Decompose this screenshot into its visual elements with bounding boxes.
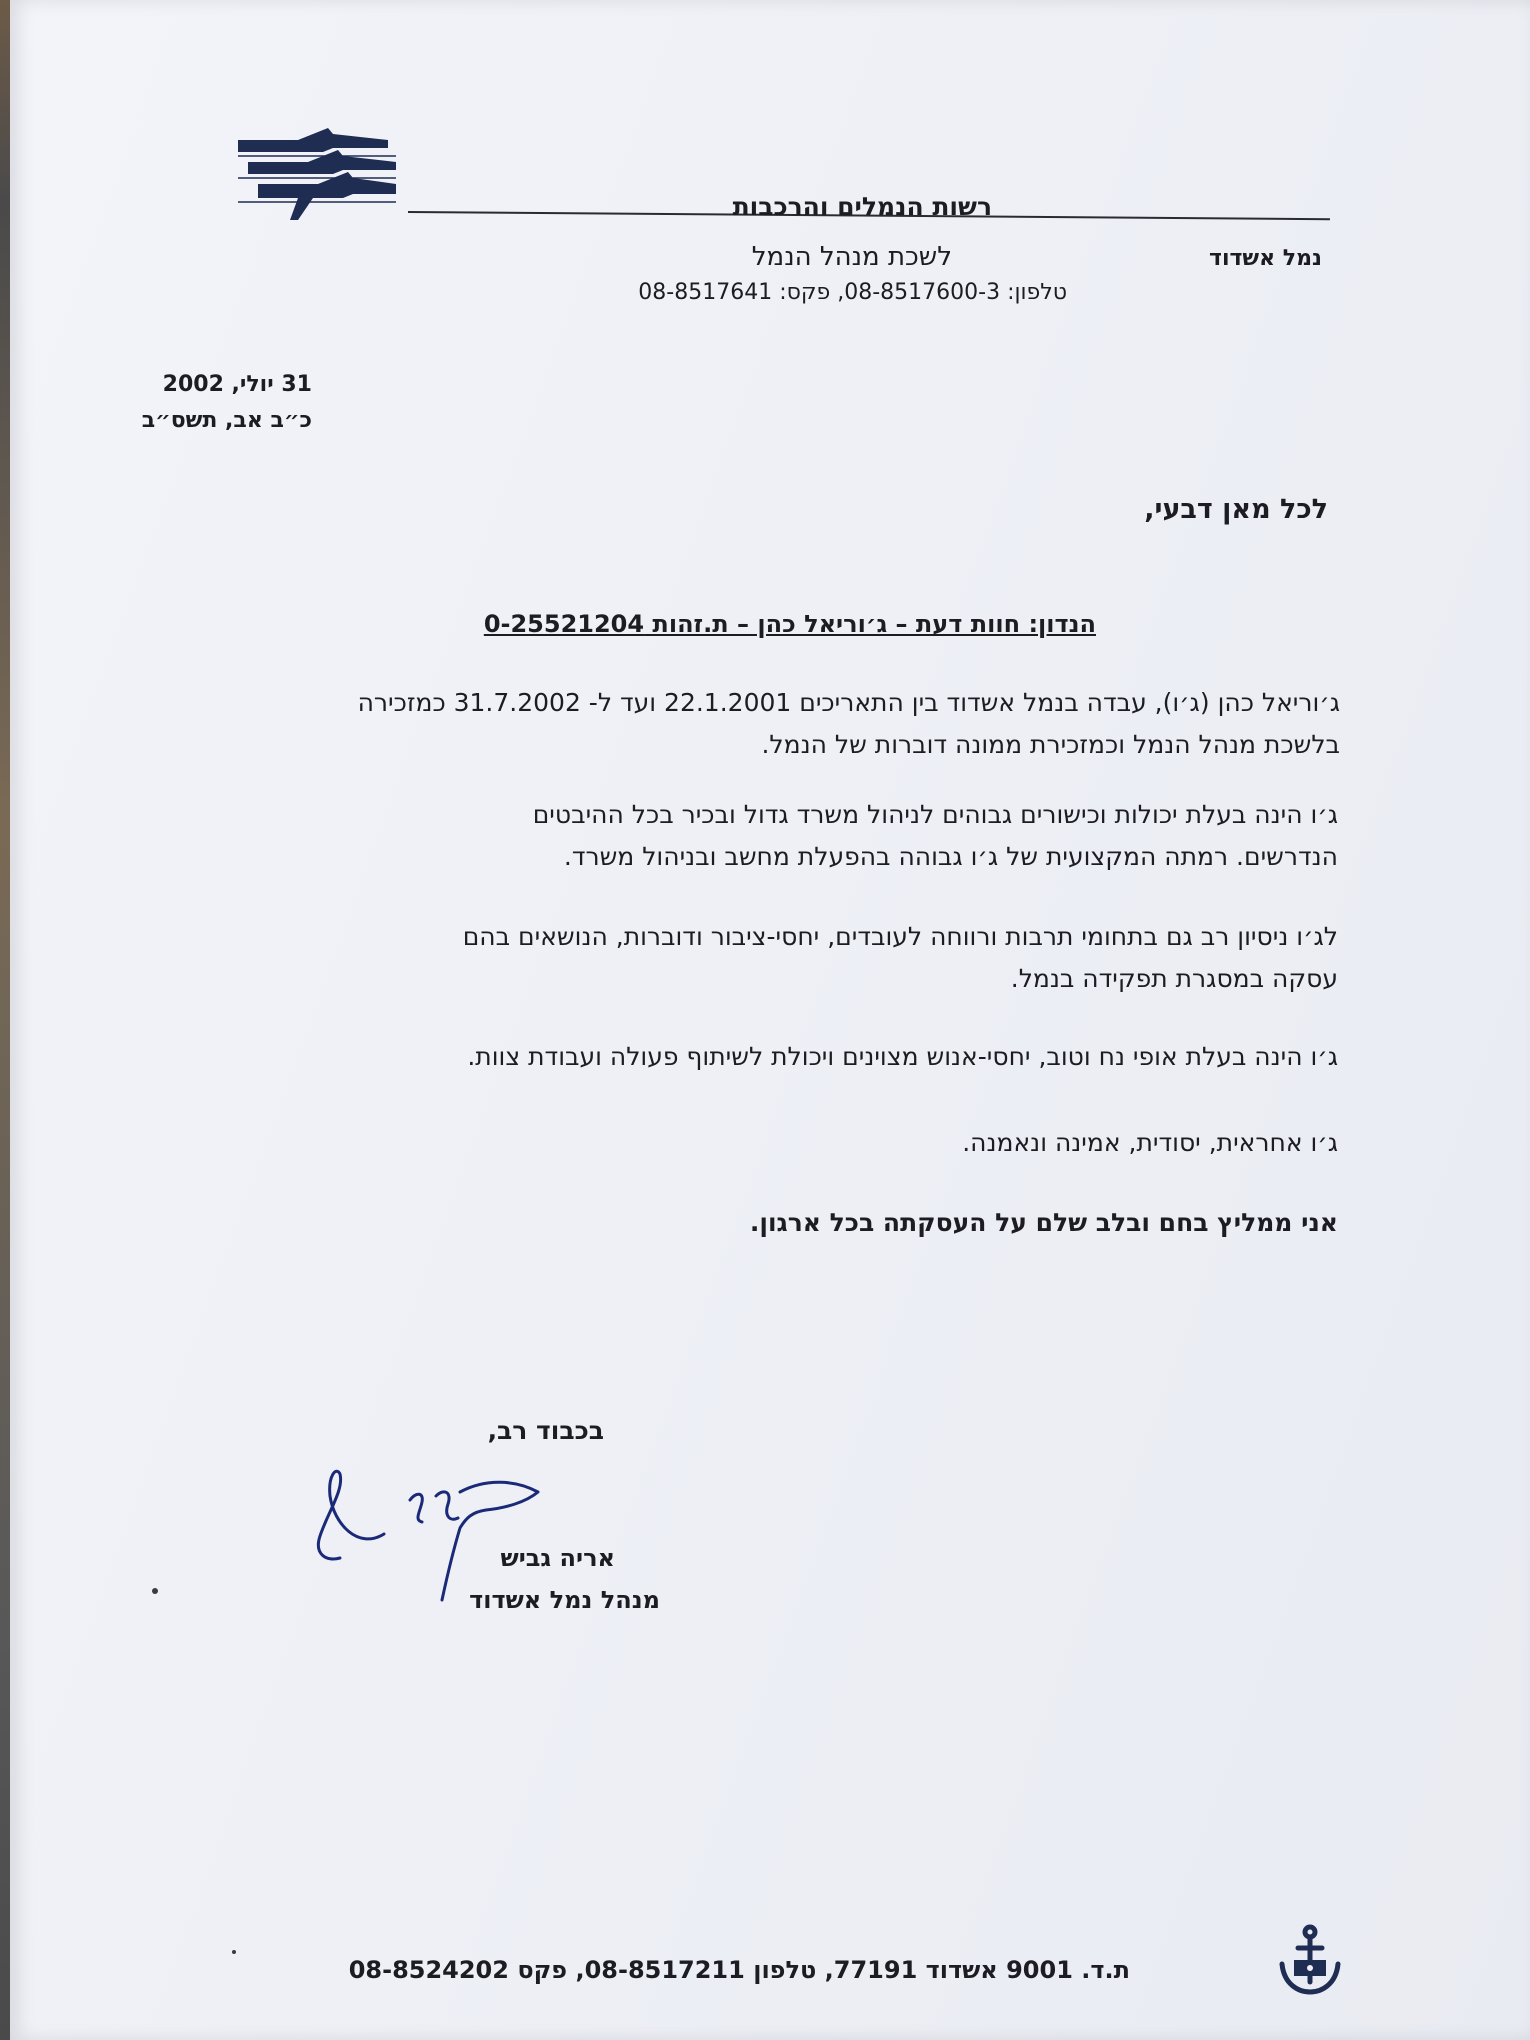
body-line: לג׳ו ניסיון רב גם בתחומי תרבות ורווחה לעובדים, יחסי-ציבור ודוברות, הנושאים בהם <box>462 922 1338 951</box>
greeting: לכל מאן דבעי, <box>1144 494 1328 525</box>
authority-name: רשות הנמלים והרכבות <box>732 192 992 221</box>
date-gregorian: 31 יולי, 2002 <box>162 372 312 397</box>
recommendation-line: אני ממליץ בחם ובלב שלם על העסקתה בכל ארגון. <box>749 1208 1338 1237</box>
date-hebrew: כ״ב אב, תשס״ב <box>141 408 312 433</box>
body-line: ג׳וריאל כהן (ג׳ו), עבדה בנמל אשדוד בין התאריכים 22.1.2001 ועד ל- 31.7.2002 כמזכירה <box>357 688 1340 717</box>
body-line: ג׳ו הינה בעלת אופי נח וטוב, יחסי-אנוש מצוינים ויכולת לשיתוף פעולה ועבודת צוות. <box>467 1042 1338 1071</box>
authority-logo-icon <box>238 128 398 220</box>
anchor-icon <box>1276 1924 1344 1998</box>
body-line: בלשכת מנהל הנמל וכמזכירת ממונה דוברות של הנמל. <box>761 730 1340 759</box>
signer-name: אריה גביש <box>500 1544 615 1572</box>
port-name: נמל אשדוד <box>1209 246 1322 271</box>
footer-address: ת.ד. 9001 אשדוד 77191, טלפון 08-8517211, פקס 08-8524202 <box>348 1956 1130 1984</box>
signer-title: מנהל נמל אשדוד <box>469 1586 660 1614</box>
paper-speck <box>232 1950 236 1954</box>
body-line: הנדרשים. רמתה המקצועית של ג׳ו גבוהה בהפעלת מחשב ובניהול משרד. <box>563 842 1338 871</box>
closing: בכבוד רב, <box>487 1416 604 1445</box>
phone-fax-line: טלפון: 08-8517600-3, פקס: 08-8517641 <box>638 280 1067 305</box>
office-name: לשכת מנהל הנמל <box>751 242 952 272</box>
body-line: ג׳ו הינה בעלת יכולות וכישורים גבוהים לניהול משרד גדול ובכיר בכל ההיבטים <box>532 800 1338 829</box>
body-line: ג׳ו אחראית, יסודית, אמינה ונאמנה. <box>962 1128 1338 1157</box>
letter-page <box>10 0 1530 2040</box>
subject-line: הנדון: חוות דעת – ג׳וריאל כהן – ת.זהות 0-25521204 <box>483 610 1096 638</box>
paper-speck <box>152 1588 158 1594</box>
body-line: עסקה במסגרת תפקידה בנמל. <box>1010 964 1338 993</box>
